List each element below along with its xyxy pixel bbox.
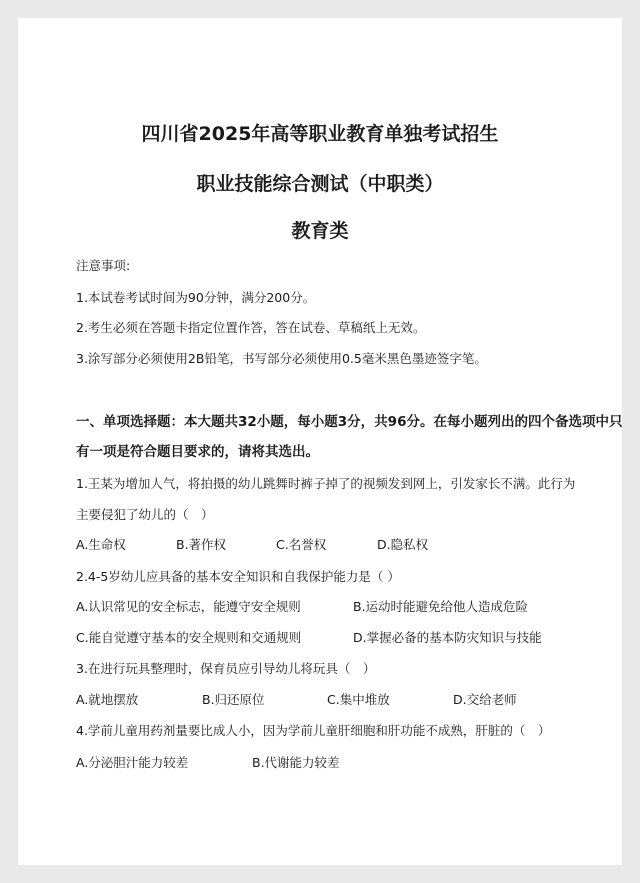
q3-option-d: D.交给老师 bbox=[453, 692, 517, 707]
section-heading: 一、单项选择题：本大题共32小题，每小题3分，共96分。在每小题列出的四个备选项中只 bbox=[76, 414, 623, 430]
exam-title: 四川省2025年高等职业教育单独考试招生 bbox=[141, 123, 499, 145]
question-3: 3.在进行玩具整理时，保育员应引导幼儿将玩具（ ） bbox=[76, 661, 376, 676]
question-2: 2.4-5岁幼儿应具备的基本安全知识和自我保护能力是（ ） bbox=[76, 569, 400, 584]
q1-option-b: B.著作权 bbox=[176, 537, 227, 552]
exam-subtitle: 职业技能综合测试（中职类） bbox=[196, 173, 444, 195]
notice-item: 1.本试卷考试时间为90分钟，满分200分。 bbox=[76, 290, 316, 305]
section-heading-cont: 有一项是符合题目要求的，请将其选出。 bbox=[76, 444, 319, 460]
notice-item: 3.涂写部分必须使用2B铅笔，书写部分必须使用0.5毫米黑色墨迹签字笔。 bbox=[76, 351, 487, 366]
q4-option-a: A.分泌胆汁能力较差 bbox=[76, 755, 189, 770]
question-4: 4.学前儿童用药剂量要比成人小，因为学前儿童肝细胞和肝功能不成熟，肝脏的（ ） bbox=[76, 723, 551, 738]
notice-item: 2.考生必须在答题卡指定位置作答，答在试卷、草稿纸上无效。 bbox=[76, 320, 426, 335]
q4-option-b: B.代谢能力较差 bbox=[252, 755, 340, 770]
q2-option-a: A.认识常见的安全标志，能遵守安全规则 bbox=[76, 599, 301, 614]
q2-option-b: B.运动时能避免给他人造成危险 bbox=[353, 599, 529, 614]
q3-option-b: B.归还原位 bbox=[202, 692, 265, 707]
question-1: 1.王某为增加人气，将拍摄的幼儿跳舞时裤子掉了的视频发到网上，引发家长不满。此行为 bbox=[76, 476, 576, 491]
q1-option-a: A.生命权 bbox=[76, 537, 126, 552]
q1-option-c: C.名誉权 bbox=[276, 537, 327, 552]
q1-option-d: D.隐私权 bbox=[377, 537, 429, 552]
q2-option-d: D.掌握必备的基本防灾知识与技能 bbox=[353, 630, 542, 645]
exam-category: 教育类 bbox=[291, 220, 349, 242]
question-1-cont: 主要侵犯了幼儿的（ ） bbox=[76, 507, 214, 522]
q3-option-c: C.集中堆放 bbox=[327, 692, 390, 707]
notice-heading: 注意事项: bbox=[76, 258, 131, 273]
q2-option-c: C.能自觉遵守基本的安全规则和交通规则 bbox=[76, 630, 302, 645]
q3-option-a: A.就地摆放 bbox=[76, 692, 139, 707]
